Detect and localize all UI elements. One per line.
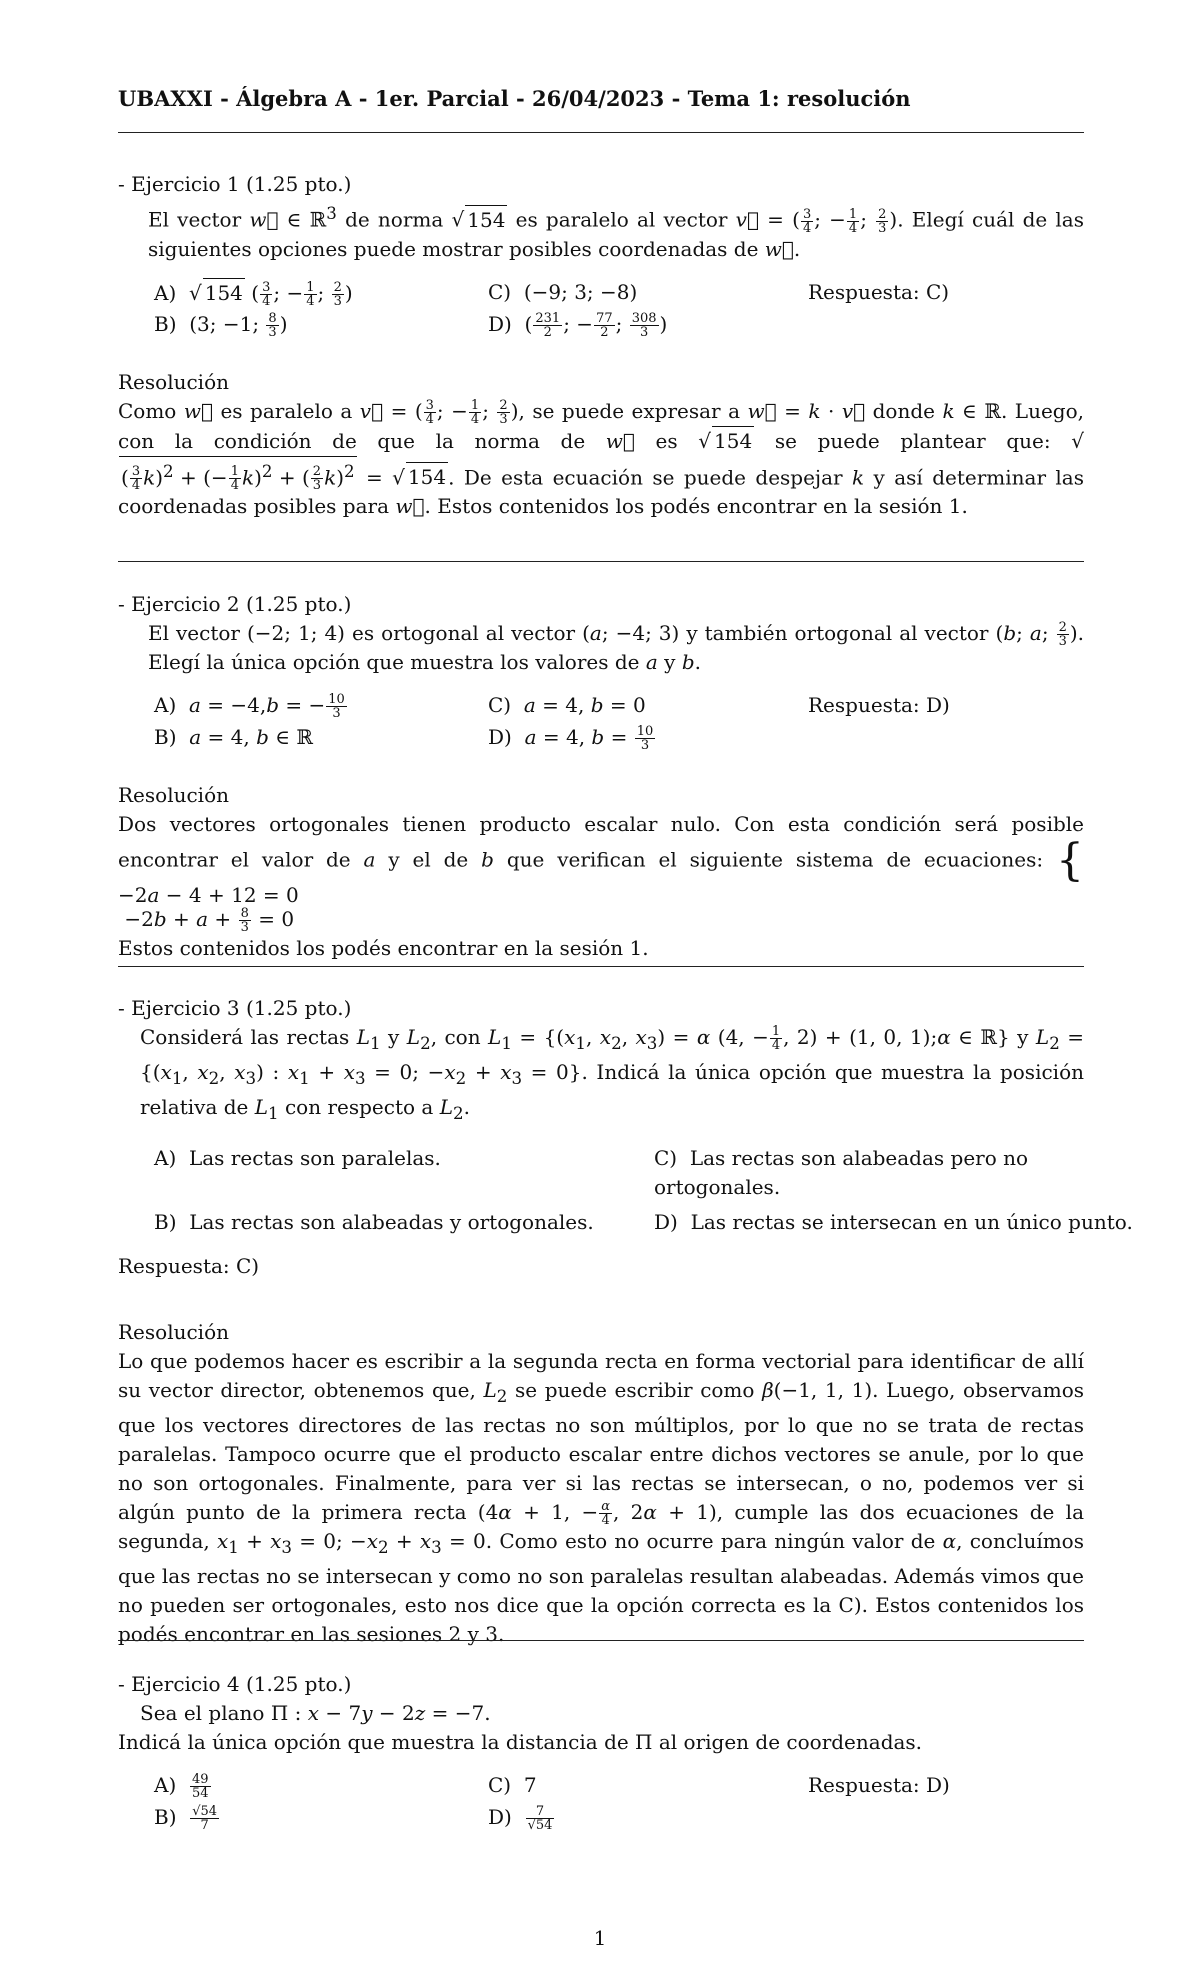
divider: [118, 561, 1084, 562]
option-a: A) Las rectas son paralelas.: [154, 1146, 441, 1170]
exercise-4-options: [118, 1771, 1084, 1835]
page-title: UBAXXI - Álgebra A - 1er. Parcial - 26/04/2023 - Tema 1: resolución: [118, 86, 911, 111]
exercise-4-title: - Ejercicio 4 (1.25 pto.): [118, 1672, 352, 1696]
resolution-title: Resolución: [118, 369, 229, 394]
option-c: C) Las rectas son alabeadas pero no ortogonales.: [654, 1146, 1029, 1199]
answer: Respuesta: C): [808, 279, 950, 304]
exercise-2: [118, 590, 1084, 963]
exercise-3-options: [118, 1142, 1133, 1238]
resolution-3: [118, 1318, 1084, 1649]
exercise-3-statement: Considerá las rectas $L_1$ y $L_2$, con $L_1 = \{(x_1$, $x_2$, $x_3) = \alpha$ (4, − $\frac{1}{4}$ , 2) + (1, 0, 1);α ∈ ℝ} y $L_2 = \{(x_1$, $x_2$, $x_3$) : $x_1 + x_3 = 0$; $-x_2 + x_3 = 0$}. Indicá la única opción que muestra la posición relativa de $L_1$ con respecto a $L_2$.: [140, 1024, 1084, 1123]
option-c: C) (−9; 3; −8): [488, 279, 638, 304]
option-d: D) ( $\frac{231}{2}$ ; − $\frac{77}{2}$ ; $\frac{308}{3}$ ): [488, 310, 668, 340]
option-a: A) $\frac{49}{54}$: [154, 1772, 209, 1801]
divider: [118, 966, 1084, 967]
answer: Respuesta: D): [808, 1773, 950, 1797]
resolution-text: Como w⃗ es paralelo a v⃗ = ( $\frac{3}{4}$ ; − $\frac{1}{4}$ ; $\frac{2}{3}$ ), se puede expresar a w⃗ = k · v⃗ donde k ∈ ℝ. Luego, con la condición de que la norma de w⃗ es √ 154 se puede plantear que: √( $\frac{3}{4}$ k)$^2$ + (− $\frac{1}{4}$ k)$^2$ + ( $\frac{2}{3}$ k)$^2$ = √ 154 . De esta ecuación se puede despejar k y así determinar las coordenadas posibles para w⃗. Estos contenidos los podés encontrar en la sesión 1.: [118, 397, 1085, 519]
resolution-1: [118, 368, 1084, 522]
equation-system: −2a − 4 + 12 = 0 −2b + a + $\frac{8}{3}$ = 0: [118, 883, 299, 935]
exercise-2-options: [118, 691, 1084, 755]
exercise-1-statement: El vector w⃗ ∈ ℝ$^3$ de norma √ 154 es paralelo al vector v⃗ = ( $\frac{3}{4}$ ; − $\frac{1}{4}$ ; $\frac{2}{3}$ ). Elegí cuál de las siguientes opciones puede mostrar posibles coordenadas de w⃗.: [148, 204, 1084, 261]
exercise-3: [118, 994, 1133, 1649]
resolution-title: Resolución: [118, 783, 229, 807]
resolution-2: [118, 781, 1084, 963]
option-b: B) Las rectas son alabeadas y ortogonales.: [154, 1210, 594, 1234]
exercise-1: [118, 170, 1084, 521]
answer: Respuesta: D): [808, 693, 950, 717]
divider: [118, 132, 1084, 133]
option-a: A) √ 154 ( $\frac{3}{4}$ ; − $\frac{1}{4}$ ; $\frac{2}{3}$ ): [154, 279, 353, 309]
exercise-2-title: - Ejercicio 2 (1.25 pto.): [118, 592, 352, 616]
exercise-4-statement: Sea el plano Π : x − 7y − 2z = −7.: [140, 1701, 491, 1725]
resolution-text: Lo que podemos hacer es escribir a la segunda recta en forma vectorial para identificar de allí su vector director, obtenemos que, $L_2$ se puede escribir como β(−1, 1, 1). Luego, observamos que los vectores directores de las rectas no son múltiplos, por lo que no se trata de rectas paralelas. Tampoco ocurre que el producto escalar entre dichos vectores se anule, por lo que no son ortogonales. Finalmente, para ver si las rectas se intersecan, o no, podemos ver si algún punto de la primera recta (4α + 1, − $\frac{\alpha}{4}$ , 2α + 1), cumple las dos ecuaciones de la segunda, $x_1 + x_3 = 0$; $-x_2 + x_3 = 0$. Como esto no ocurre para ningún valor de α, concluímos que las rectas no se intersecan y como no son paralelas resultan alabeadas. Además vimos que no pueden ser ortogonales, esto nos dice que la opción correcta es la C). Estos contenidos los podés encontrar en las sesiones 2 y 3.: [118, 1349, 1084, 1646]
option-d: D) a = 4, b = $\frac{10}{3}$: [488, 724, 654, 753]
resolution-text: Estos contenidos los podés encontrar en la sesión 1.: [118, 936, 649, 960]
option-b: B) $\frac{√54}{7}$: [154, 1804, 218, 1833]
option-b: B) (3; −1; $\frac{8}{3}$ ): [154, 310, 288, 340]
exercise-4: [118, 1670, 1084, 1835]
option-d: D) Las rectas se intersecan en un único punto.: [654, 1210, 1133, 1234]
option-d: D) $\frac{7}{√54}$: [488, 1804, 553, 1833]
option-b: B) a = 4, b ∈ ℝ: [154, 725, 314, 749]
exercise-4-question: Indicá la única opción que muestra la distancia de Π al origen de coordenadas.: [118, 1730, 923, 1754]
option-c: C) 7: [488, 1773, 537, 1797]
resolution-title: Resolución: [118, 1320, 229, 1344]
exercise-3-title: - Ejercicio 3 (1.25 pto.): [118, 996, 352, 1020]
option-c: C) a = 4, b = 0: [488, 693, 646, 717]
answer: Respuesta: C): [118, 1254, 260, 1278]
resolution-text: Dos vectores ortogonales tienen producto escalar nulo. Con esta condición será posible encontrar el valor de a y el de b que verifican el siguiente sistema de ecuaciones: {−2a − 4 + 12 = 0 −2b + a + $\frac{8}{3}$ = 0: [118, 812, 1084, 935]
exercise-1-title: - Ejercicio 1 (1.25 pto.): [118, 172, 352, 196]
exercise-2-statement: El vector (−2; 1; 4) es ortogonal al vector (a; −4; 3) y también ortogonal al vector (b; a; $\frac{2}{3}$ ). Elegí la única opción que muestra los valores de a y b.: [148, 620, 1085, 674]
exercise-1-options: [118, 278, 1084, 342]
page-number: 1: [593, 1926, 607, 1950]
divider: [118, 1640, 1084, 1641]
option-a: A) a = −4,b = − $\frac{10}{3}$: [154, 692, 345, 721]
